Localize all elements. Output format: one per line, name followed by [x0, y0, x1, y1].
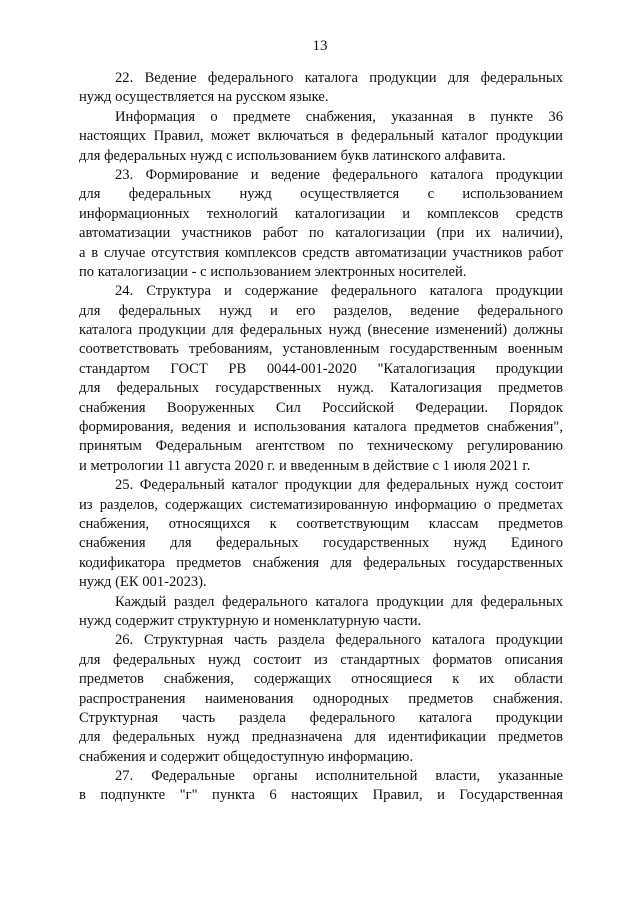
text-line: 26. Структурная часть раздела федерального каталога продукции [115, 632, 563, 649]
text-line: кодификатора предметов снабжения для федеральных государственных [79, 554, 563, 571]
text-line: для федеральных нужд предназначена для идентификации предметов [79, 729, 563, 746]
paragraph-p25-sections [79, 593, 563, 632]
text-line: формирования, ведения и использования каталога предметов снабжения", [79, 419, 563, 436]
text-line: для федеральных нужд осуществляется с использованием [79, 186, 563, 203]
paragraph-p24 [79, 282, 563, 476]
text-line: 23. Формирование и ведение федерального каталога продукции [115, 166, 563, 183]
text-line: и метрологии 11 августа 2020 г. и введенным в действие с 1 июля 2021 г. [79, 457, 531, 474]
text-line: настоящих Правил, может включаться в федеральный каталог продукции [79, 128, 563, 145]
text-line: предметов снабжения, содержащих относящиеся к их области [79, 671, 563, 688]
text-line: стандартом ГОСТ РВ 0044-001-2020 "Каталогизация продукции [79, 360, 563, 377]
text-line: для федеральных нужд и его разделов, ведение федерального [79, 302, 563, 319]
text-line: по каталогизации - с использованием электронных носителей. [79, 263, 467, 280]
text-line: снабжения и содержит общедоступную информацию. [79, 748, 414, 765]
text-line: Информация о предмете снабжения, указанная в пункте 36 [115, 108, 563, 125]
text-line: соответствовать требованиям, установленным государственным военным [79, 341, 563, 358]
text-line: нужд осуществляется на русском языке. [79, 89, 329, 106]
text-line: а в случае отсутствия комплексов средств автоматизации участников работ [79, 244, 563, 261]
paragraph-p23 [79, 166, 563, 282]
text-line: каталога продукции для федеральных нужд (внесение изменений) должны [79, 322, 563, 339]
text-line: нужд содержит структурную и номенклатурную части. [79, 612, 422, 629]
text-line: снабжения для федеральных государственных нужд Единого [79, 535, 563, 552]
text-line: для федеральных нужд состоит из стандартных форматов описания [79, 651, 563, 668]
text-line: для федеральных государственных нужд. Каталогизация предметов [79, 380, 563, 397]
text-line: информационных технологий каталогизации и комплексов средств [79, 205, 563, 222]
text-line: Структурная часть раздела федерального каталога продукции [79, 709, 563, 726]
text-line: снабжения Вооруженных Сил Российской Федерации. Порядок [79, 399, 563, 416]
text-line: принятым Федеральным агентством по техническому регулированию [79, 438, 563, 455]
text-line: нужд (ЕК 001-2023). [79, 574, 207, 591]
text-line: в подпункте "г" пункта 6 настоящих Правил, и Государственная [79, 787, 563, 804]
text-line: 27. Федеральные органы исполнительной власти, указанные [115, 768, 563, 785]
text-line: распространения наименования однородных предметов снабжения. [79, 690, 563, 707]
paragraph-p22 [79, 69, 563, 108]
text-line: Каждый раздел федерального каталога продукции для федеральных [115, 593, 563, 610]
paragraph-p22-info [79, 108, 563, 166]
paragraph-p25 [79, 476, 563, 592]
text-line: для федеральных нужд с использованием букв латинского алфавита. [79, 147, 506, 164]
text-line: 22. Ведение федерального каталога продукции для федеральных [115, 70, 563, 86]
text-line: автоматизации участников работ по каталогизации (при их наличии), [79, 225, 563, 242]
paragraph-p26 [79, 631, 563, 767]
document-body [79, 69, 563, 806]
text-line: снабжения, относящихся к соответствующим классам предметов [79, 515, 563, 532]
page-number: 13 [312, 38, 328, 54]
text-line: 25. Федеральный каталог продукции для федеральных нужд состоит [115, 477, 563, 494]
text-line: из разделов, содержащих систематизированную информацию о предметах [79, 496, 563, 513]
paragraph-p27 [79, 767, 563, 806]
text-line: 24. Структура и содержание федерального каталога продукции [115, 283, 563, 300]
